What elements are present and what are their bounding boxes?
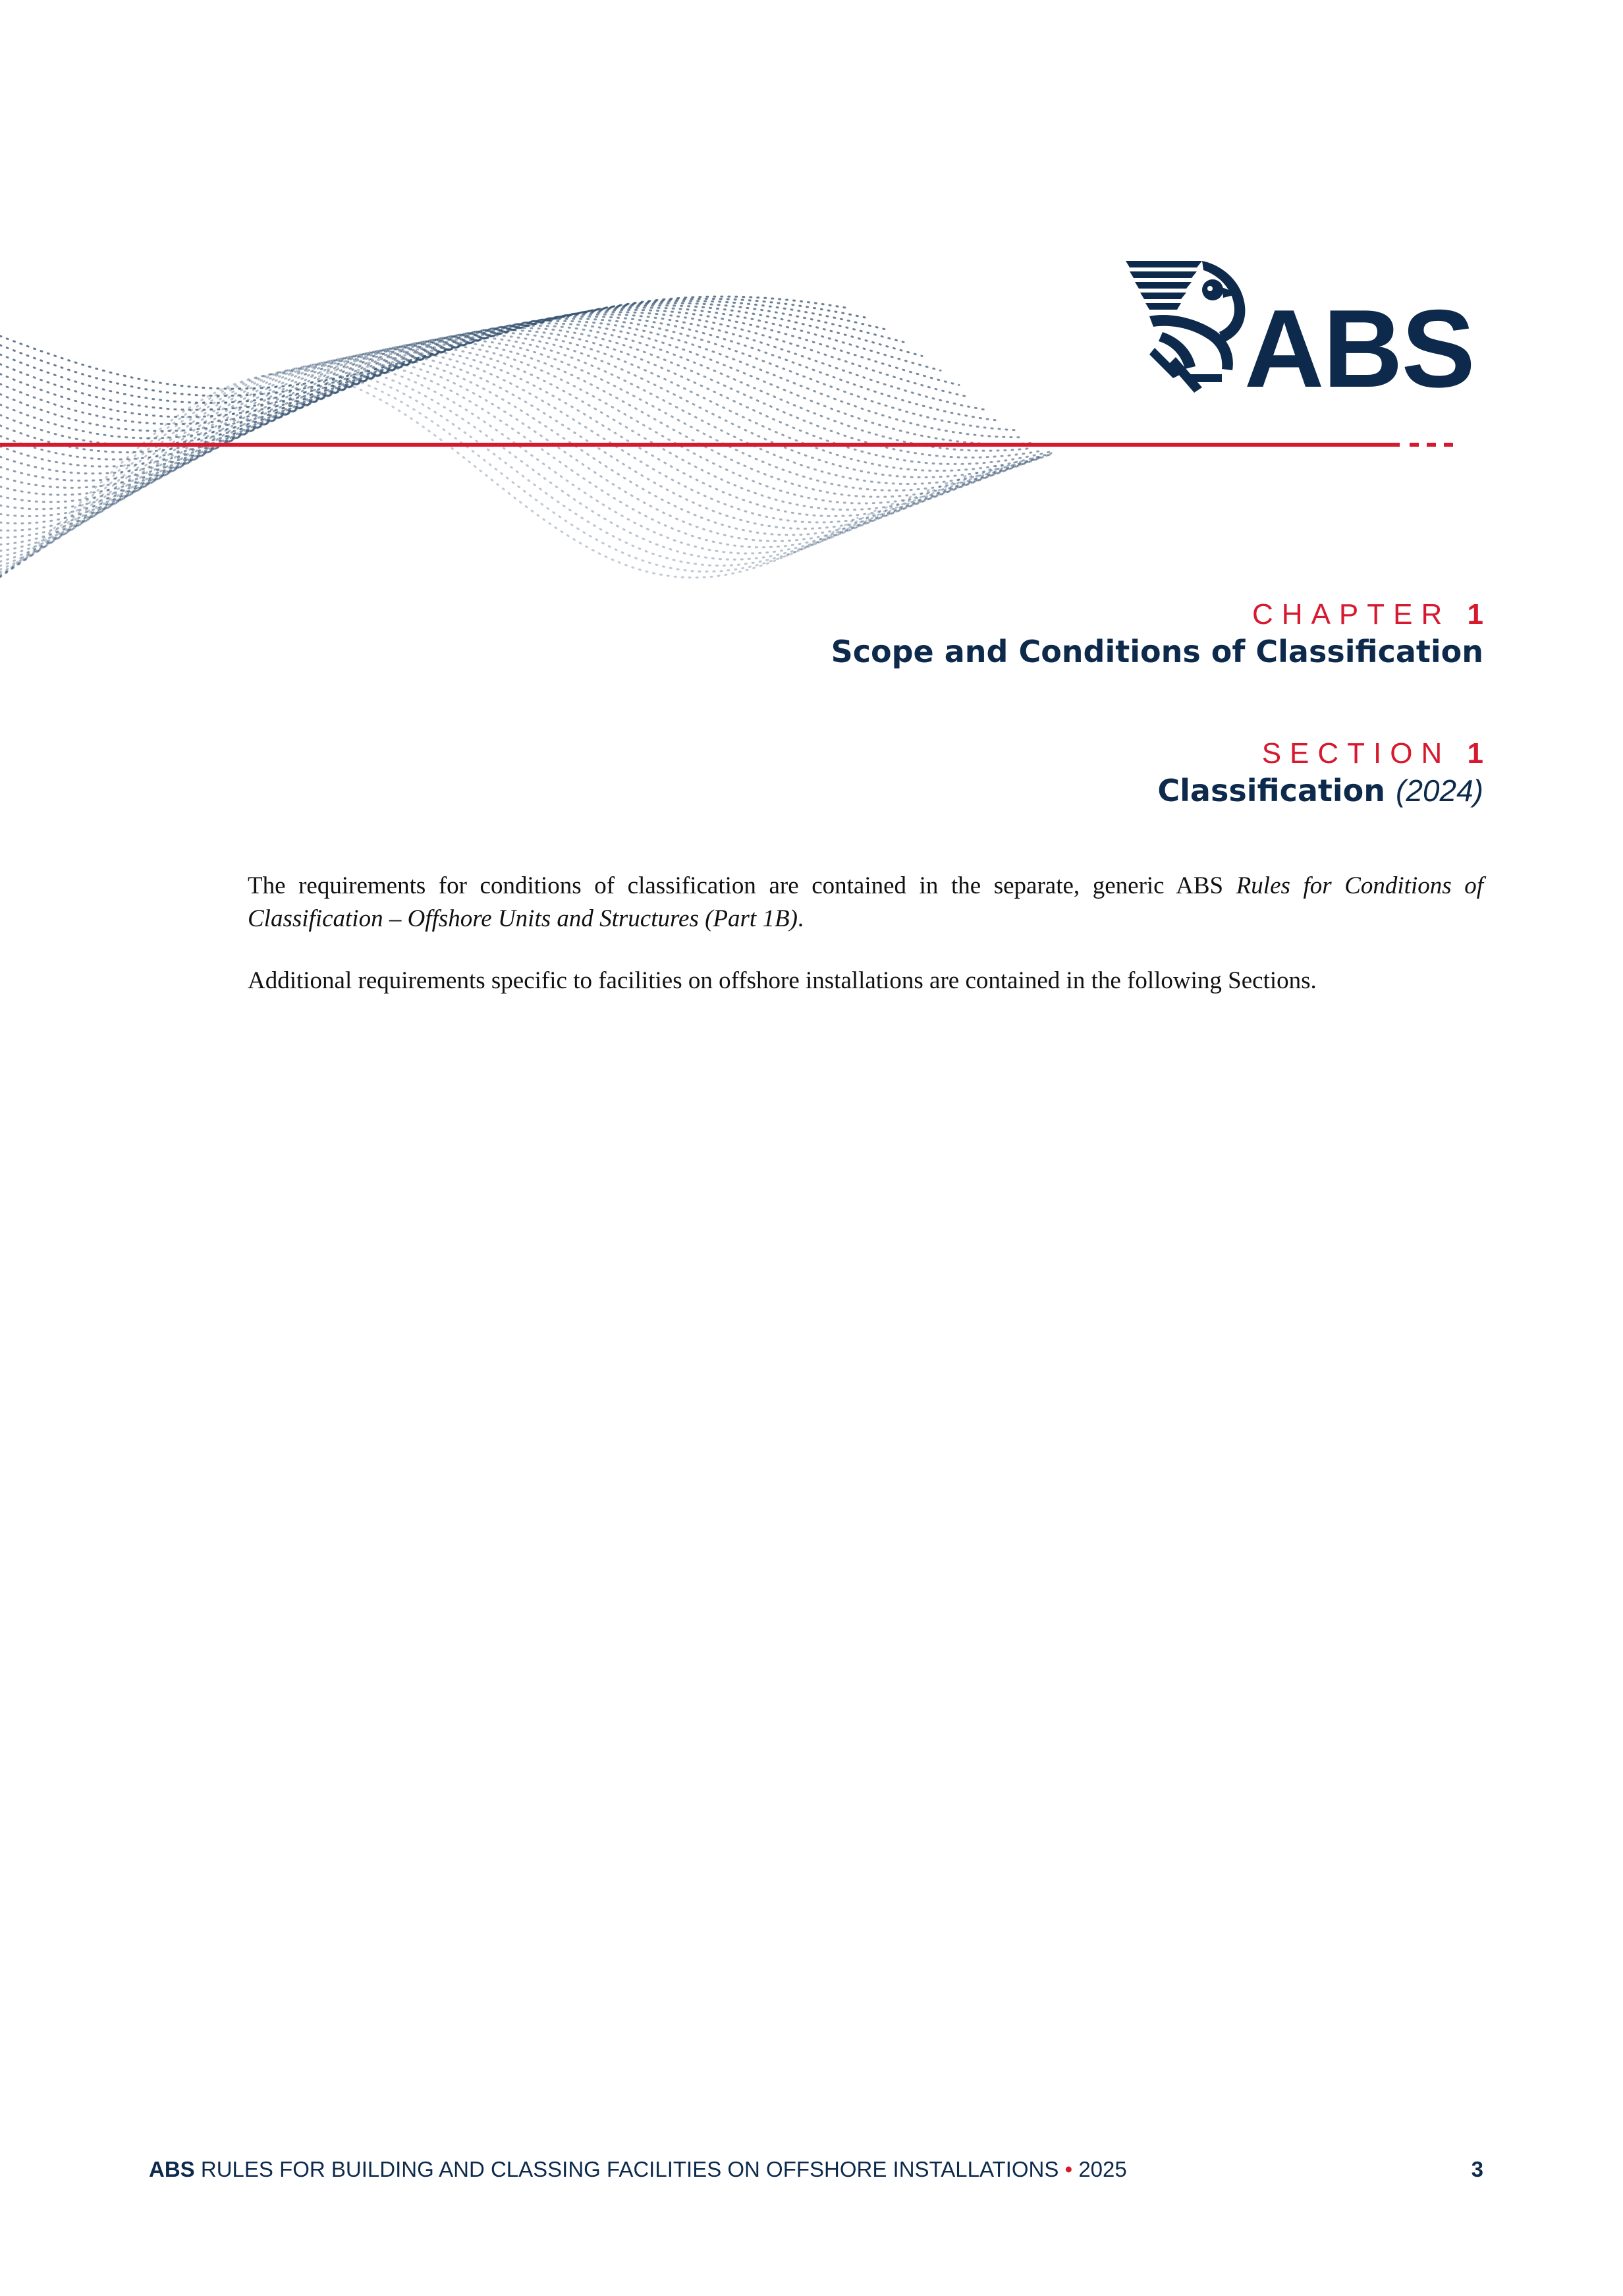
header-red-dashes [1410,443,1453,447]
chapter-label: CHAPTER [1252,598,1451,630]
chapter-heading [831,598,1483,671]
chapter-kicker [831,598,1483,632]
body-paragraph-1 [248,870,1483,936]
section-heading [1157,737,1483,810]
footer-title: RULES FOR BUILDING AND CLASSING FACILITIES ON OFFSHORE INSTALLATIONS [200,2157,1059,2181]
header-red-rule [0,443,1400,447]
section-kicker [1157,737,1483,771]
eagle-emblem-icon [1123,258,1255,397]
paragraph-1-end: . [797,905,804,932]
rules-reference: Rules for Conditions of Classification – Offshore Units and Structures (Part 1B) [248,872,1483,932]
section-title: Classification [1157,773,1386,808]
page-footer [149,2156,1127,2183]
section-label: SECTION [1261,737,1451,770]
section-year: (2024) [1396,773,1483,808]
paragraph-1-start: The requirements for conditions of classification are contained in the separate, generic ABS [248,872,1236,899]
footer-year: 2025 [1078,2157,1127,2181]
body-paragraph-2: Additional requirements specific to facilities on offshore installations are contained in the following Sections. [248,967,1317,994]
abs-logo [1123,258,1479,410]
abs-logo-text: ABS [1244,287,1474,410]
footer-bullet: • [1064,2157,1073,2181]
section-number: 1 [1467,737,1483,770]
page-number: 3 [1471,2157,1483,2181]
section-title-line [1157,771,1483,810]
footer-brand: ABS [149,2157,195,2181]
chapter-number: 1 [1467,598,1483,630]
chapter-title: Scope and Conditions of Classification [831,634,1483,669]
